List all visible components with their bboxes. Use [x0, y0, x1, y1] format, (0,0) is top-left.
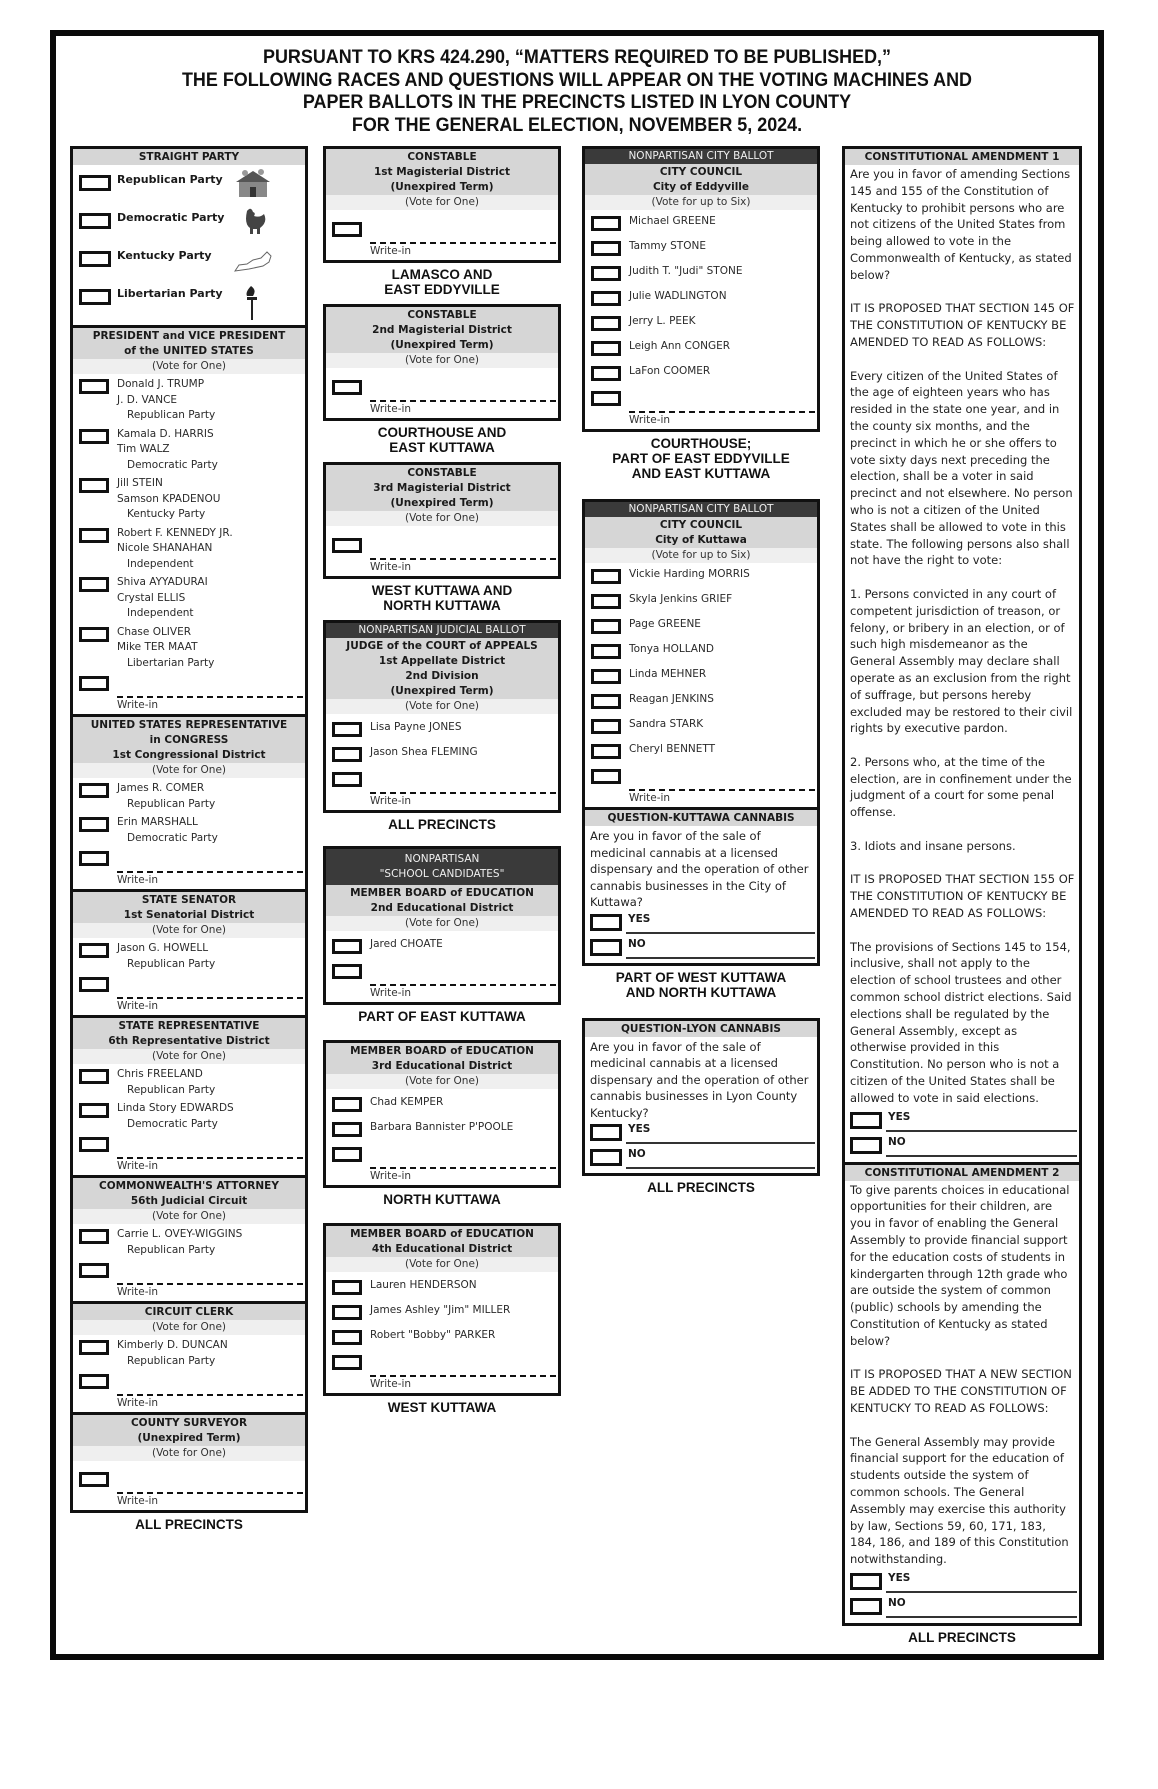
checkbox[interactable] [79, 1103, 109, 1118]
candidate-option[interactable]: Jared CHOATE [330, 937, 558, 959]
torch-icon [233, 281, 273, 321]
candidate-option[interactable]: Lisa Payne JONES [330, 720, 558, 742]
write-in-line[interactable] [370, 792, 556, 794]
write-in-line[interactable] [370, 242, 556, 244]
checkbox[interactable] [850, 1598, 882, 1615]
candidate-option[interactable]: Linda MEHNER [589, 667, 817, 689]
vote-instruction: (Vote for up to Six) [585, 548, 817, 563]
precinct-label: ALL PRECINCTS [647, 1180, 755, 1195]
candidate-option[interactable]: Vickie Harding MORRIS [589, 567, 817, 589]
candidate-option[interactable]: Chase OLIVER Mike TER MAAT Libertarian Party [77, 625, 305, 672]
precinct-label: LAMASCO AND EAST EDDYVILLE [384, 267, 500, 297]
checkbox[interactable] [590, 1124, 622, 1141]
race-county-surveyor [73, 1412, 305, 1510]
candidate-option[interactable]: Chad KEMPER [330, 1095, 558, 1117]
checkbox[interactable] [591, 391, 621, 406]
vote-instruction: (Vote for One) [73, 359, 305, 374]
checkbox[interactable] [79, 289, 111, 305]
checkbox[interactable] [332, 1097, 362, 1112]
question-lyon-cannabis [582, 1018, 820, 1177]
candidate-option[interactable]: Julie WADLINGTON [589, 289, 817, 311]
checkbox[interactable] [332, 1147, 362, 1162]
question-header: QUESTION-KUTTAWA CANNABIS [585, 810, 817, 826]
column-4 [842, 146, 1082, 1645]
no-option[interactable]: NO [590, 936, 817, 961]
amendment-header: CONSTITUTIONAL AMENDMENT 1 [845, 149, 1079, 165]
checkbox[interactable] [79, 943, 109, 958]
checkbox[interactable] [332, 939, 362, 954]
checkbox[interactable] [332, 222, 362, 237]
candidate-option[interactable]: Lauren HENDERSON [330, 1278, 558, 1300]
checkbox[interactable] [79, 817, 109, 832]
write-in-line[interactable] [117, 1283, 303, 1285]
write-in-option[interactable]: Write-in [77, 975, 305, 1015]
checkbox[interactable] [79, 1472, 109, 1487]
no-option[interactable]: NO [850, 1134, 1079, 1159]
race-city-council-eddyville [582, 146, 820, 432]
checkbox[interactable] [332, 538, 362, 553]
nonpartisan-banner: NONPARTISAN CITY BALLOT [585, 502, 817, 517]
write-in-option[interactable]: Write-in [77, 674, 305, 714]
race-header: CIRCUIT CLERK [73, 1304, 305, 1320]
question-text: Are you in favor of the sale of medicinal cannabis at a licensed dispensary and the operation of other cannabis businesses in the City of Kuttawa? [590, 829, 809, 909]
race-header: COUNTY SURVEYOR (Unexpired Term) [73, 1415, 305, 1446]
checkbox[interactable] [332, 722, 362, 737]
column-1 [70, 146, 308, 1532]
write-in-line[interactable] [370, 1375, 556, 1377]
checkbox[interactable] [79, 478, 109, 493]
log-cabin-icon [233, 167, 273, 201]
kentucky-outline-icon [233, 243, 273, 277]
vote-instruction: (Vote for One) [73, 1446, 305, 1461]
checkbox[interactable] [332, 1330, 362, 1345]
checkbox[interactable] [79, 627, 109, 642]
checkbox[interactable] [79, 1137, 109, 1152]
checkbox[interactable] [591, 341, 621, 356]
checkbox[interactable] [79, 1340, 109, 1355]
race-state-senator [73, 889, 305, 1015]
write-in-line[interactable] [117, 1157, 303, 1159]
candidate-option[interactable]: Chris FREELAND Republican Party [77, 1067, 305, 1098]
party-option-libertarian[interactable] [73, 281, 305, 319]
nonpartisan-banner: NONPARTISAN CITY BALLOT [585, 149, 817, 164]
race-president [73, 325, 305, 714]
amendment-2 [845, 1162, 1079, 1620]
checkbox[interactable] [590, 914, 622, 931]
candidate-option[interactable]: Linda Story EDWARDS Democratic Party [77, 1101, 305, 1132]
rooster-icon [233, 205, 273, 239]
nonpartisan-banner: NONPARTISAN "SCHOOL CANDIDATES" [326, 849, 558, 885]
checkbox[interactable] [79, 528, 109, 543]
precinct-label: COURTHOUSE; PART OF EAST EDDYVILLE AND EAST KUTTAWA [612, 436, 790, 481]
write-in-option[interactable]: Write-in [330, 378, 558, 418]
write-in-option[interactable]: Write-in [77, 849, 305, 889]
write-in-option[interactable]: Write-in [77, 1470, 305, 1510]
no-option[interactable]: NO [850, 1595, 1079, 1620]
party-option-kentucky[interactable] [73, 243, 305, 281]
candidate-option[interactable]: Tonya HOLLAND [589, 642, 817, 664]
column-3 [582, 146, 820, 1195]
candidate-option[interactable]: Carrie L. OVEY-WIGGINS Republican Party [77, 1227, 305, 1258]
checkbox[interactable] [591, 769, 621, 784]
vote-instruction: (Vote for One) [73, 1049, 305, 1064]
write-in-option[interactable]: Write-in [589, 767, 817, 807]
checkbox[interactable] [79, 1069, 109, 1084]
candidate-option[interactable]: Michael GREENE [589, 214, 817, 236]
vote-instruction: (Vote for up to Six) [585, 195, 817, 210]
candidate-option[interactable]: Leigh Ann CONGER [589, 339, 817, 361]
title-line-1: PURSUANT TO KRS 424.290, “MATTERS REQUIRED TO BE PUBLISHED,” [262, 46, 892, 68]
checkbox[interactable] [79, 577, 109, 592]
write-in-line[interactable] [370, 400, 556, 402]
checkbox[interactable] [332, 1355, 362, 1370]
checkbox[interactable] [79, 676, 109, 691]
candidate-option[interactable]: Jason Shea FLEMING [330, 745, 558, 767]
candidate-option[interactable]: Jill STEIN Samson KPADENOU Kentucky Party [77, 476, 305, 523]
write-in-line[interactable] [117, 1492, 303, 1494]
checkbox[interactable] [79, 213, 111, 229]
race-board-of-education-4 [323, 1223, 561, 1396]
write-in-line[interactable] [117, 997, 303, 999]
checkbox[interactable] [591, 241, 621, 256]
checkbox[interactable] [332, 1305, 362, 1320]
amendment-header: CONSTITUTIONAL AMENDMENT 2 [845, 1165, 1079, 1181]
amendment-text: Are you in favor of amending Sections 145 and 155 of the Constitution of Kentucky to prohibit persons who are not citizens of the United States from being allowed to vote in the Commonwealth of Kentucky, as stated below? IT IS PROPOSED THAT SECTION 145 OF THE CONSTITUTION OF KENTUCKY BE AMENDED TO READ AS FOLLOWS: Every citizen of the United States of the age of eighteen years who has resided in the state one year, and in the county six months, and the precinct in which he or she offers to vote sixty days next preceding the election, shall be a voter in said precinct and not elsewhere. No person who is not a citizen of the United States shall be allowed to vote in this state. The following persons also shall not have the right to vote: 1. Persons convicted in any court of competent jurisdiction of treason, or felony, or bribery in an election, or of such high misdemeanor as the General Assembly may declare shall operate as an exclusion from the right of suffrage, but persons hereby excluded may be restored to their civil rights by executive pardon. 2. Persons who, at the time of the election, are in confinement under the judgment of a court for some penal offense. 3. Idiots and insane persons. IT IS PROPOSED THAT SECTION 155 OF THE CONSTITUTION OF KENTUCKY BE AMENDED TO READ AS FOLLOWS: The provisions of Sections 145 to 154, inclusive, shall not apply to the election of school trustees and other common school district elections. Said elections shall be regulated by the General Assembly, except as otherwise provided in this Constitution. No person who is not a citizen of the United States shall be allowed to vote in said elections. [850, 167, 1075, 1105]
precinct-label: COURTHOUSE AND EAST KUTTAWA [377, 425, 507, 455]
race-circuit-clerk [73, 1301, 305, 1412]
checkbox[interactable] [332, 380, 362, 395]
candidate-option[interactable]: James R. COMER Republican Party [77, 781, 305, 812]
checkbox[interactable] [591, 216, 621, 231]
column-2 [323, 146, 561, 1415]
candidate-option[interactable]: Sandra STARK [589, 717, 817, 739]
race-board-of-education-3 [323, 1040, 561, 1188]
write-in-line[interactable] [117, 1394, 303, 1396]
race-us-representative [73, 714, 305, 889]
checkbox[interactable] [850, 1137, 882, 1154]
checkbox[interactable] [591, 694, 621, 709]
candidate-option[interactable]: Reagan JENKINS [589, 692, 817, 714]
race-header: CONSTABLE 2nd Magisterial District (Unexpired Term) [326, 307, 558, 353]
write-in-option[interactable]: Write-in [589, 389, 817, 429]
party-label: Democratic Party [117, 211, 225, 224]
checkbox[interactable] [332, 1122, 362, 1137]
vote-instruction: (Vote for One) [73, 923, 305, 938]
vote-instruction: (Vote for One) [73, 763, 305, 778]
checkbox[interactable] [332, 747, 362, 762]
race-straight-party [73, 149, 305, 325]
race-header: MEMBER BOARD of EDUCATION 3rd Educational District [326, 1043, 558, 1074]
candidate-option[interactable]: Judith T. "Judi" STONE [589, 264, 817, 286]
candidate-option[interactable]: Cheryl BENNETT [589, 742, 817, 764]
no-option[interactable]: NO [590, 1146, 817, 1171]
write-in-option[interactable]: Write-in [330, 1145, 558, 1185]
checkbox[interactable] [79, 977, 109, 992]
candidate-option[interactable]: Shiva AYYADURAI Crystal ELLIS Independent [77, 575, 305, 622]
checkbox[interactable] [591, 744, 621, 759]
checkbox[interactable] [79, 783, 109, 798]
checkbox[interactable] [79, 379, 109, 394]
race-header: COMMONWEALTH'S ATTORNEY 56th Judicial Circuit [73, 1178, 305, 1209]
write-in-option[interactable]: Write-in [77, 1135, 305, 1175]
vote-instruction: (Vote for One) [326, 699, 558, 714]
write-in-line[interactable] [370, 1167, 556, 1169]
checkbox[interactable] [850, 1112, 882, 1129]
checkbox[interactable] [590, 1149, 622, 1166]
write-in-option[interactable]: Write-in [330, 1353, 558, 1393]
race-header: CONSTABLE 1st Magisterial District (Unexpired Term) [326, 149, 558, 195]
candidate-option[interactable]: Jason G. HOWELL Republican Party [77, 941, 305, 972]
checkbox[interactable] [591, 669, 621, 684]
question-kuttawa-cannabis [585, 807, 817, 961]
vote-instruction: (Vote for One) [73, 1320, 305, 1335]
constitutional-amendments [842, 146, 1082, 1626]
party-label: Kentucky Party [117, 249, 212, 262]
write-in-option[interactable]: Write-in [77, 1261, 305, 1301]
vote-instruction: (Vote for One) [326, 511, 558, 526]
race-constable-3 [323, 462, 561, 579]
candidate-option[interactable]: Tammy STONE [589, 239, 817, 261]
candidate-option[interactable]: Page GREENE [589, 617, 817, 639]
write-in-option[interactable]: Write-in [330, 962, 558, 1002]
checkbox[interactable] [591, 316, 621, 331]
write-in-option[interactable]: Write-in [77, 1372, 305, 1412]
checkbox[interactable] [590, 939, 622, 956]
ballot-column-1 [70, 146, 308, 1513]
candidate-option[interactable]: Kamala D. HARRIS Tim WALZ Democratic Party [77, 427, 305, 474]
race-header: MEMBER BOARD of EDUCATION 2nd Educational District [326, 885, 558, 916]
race-header: CONSTABLE 3rd Magisterial District (Unexpired Term) [326, 465, 558, 511]
checkbox[interactable] [79, 175, 111, 191]
vote-instruction: (Vote for One) [326, 1257, 558, 1272]
race-constable-1 [323, 146, 561, 263]
race-header: STATE SENATOR 1st Senatorial District [73, 892, 305, 923]
checkbox[interactable] [591, 266, 621, 281]
checkbox[interactable] [591, 569, 621, 584]
checkbox[interactable] [591, 594, 621, 609]
candidate-option[interactable]: Donald J. TRUMP J. D. VANCE Republican Party [77, 377, 305, 424]
vote-instruction: (Vote for One) [326, 195, 558, 210]
amendment-1 [845, 149, 1079, 1159]
race-header: MEMBER BOARD of EDUCATION 4th Educational District [326, 1226, 558, 1257]
yes-option[interactable]: YES [850, 1109, 1079, 1134]
nonpartisan-banner: NONPARTISAN JUDICIAL BALLOT [326, 623, 558, 638]
write-in-option[interactable]: Write-in [330, 220, 558, 260]
race-board-of-education-2 [323, 846, 561, 1005]
candidate-option[interactable]: Jerry L. PEEK [589, 314, 817, 336]
title-line-3: PAPER BALLOTS IN THE PRECINCTS LISTED IN LYON COUNTY [302, 91, 852, 113]
party-option-democratic[interactable] [73, 205, 305, 243]
race-header: STRAIGHT PARTY [73, 149, 305, 165]
write-in-option[interactable]: Write-in [330, 536, 558, 576]
checkbox[interactable] [332, 1280, 362, 1295]
write-in-line[interactable] [370, 558, 556, 560]
race-commonwealth-attorney [73, 1175, 305, 1301]
candidate-option[interactable]: Kimberly D. DUNCAN Republican Party [77, 1338, 305, 1369]
checkbox[interactable] [591, 719, 621, 734]
race-header: JUDGE of the COURT of APPEALS 1st Appellate District 2nd Division (Unexpired Term) [326, 638, 558, 699]
race-state-representative [73, 1015, 305, 1175]
title-line-4: FOR THE GENERAL ELECTION, NOVEMBER 5, 2024. [351, 113, 803, 136]
checkbox[interactable] [850, 1573, 882, 1590]
candidate-option[interactable]: James Ashley "Jim" MILLER [330, 1303, 558, 1325]
precinct-label: ALL PRECINCTS [908, 1629, 1016, 1645]
party-option-republican[interactable] [73, 167, 305, 205]
race-header: CITY COUNCIL City of Eddyville [585, 164, 817, 195]
checkbox[interactable] [591, 366, 621, 381]
precinct-label: ALL PRECINCTS [388, 817, 496, 832]
race-judge-court-of-appeals [323, 620, 561, 813]
precinct-label: ALL PRECINCTS [135, 1517, 243, 1532]
precinct-label: PART OF EAST KUTTAWA [358, 1009, 526, 1024]
party-label: Republican Party [117, 173, 223, 186]
checkbox[interactable] [591, 644, 621, 659]
candidate-option[interactable]: LaFon COOMER [589, 364, 817, 386]
precinct-label: WEST KUTTAWA [387, 1400, 497, 1415]
checkbox[interactable] [79, 1263, 109, 1278]
race-constable-2 [323, 304, 561, 421]
yes-option[interactable]: YES [590, 1121, 817, 1146]
candidate-option[interactable]: Skyla Jenkins GRIEF [589, 592, 817, 614]
question-text: Are you in favor of the sale of medicinal cannabis at a licensed dispensary and the operation of other cannabis businesses in Lyon County Kentucky? [590, 1039, 809, 1120]
checkbox[interactable] [332, 964, 362, 979]
amendment-text: To give parents choices in educational opportunities for their children, are you in favor of enabling the General Assembly to provide financial support for the education costs of students in kindergarten through 12th grade who are outside the system of common (public) schools by amending the Constitution of Kentucky as stated below? IT IS PROPOSED THAT A NEW SECTION BE ADDED TO THE CONSTITUTION OF KENTUCKY TO READ AS FOLLOWS: The General Assembly may provide financial support for the education of students outside the system of common schools. The General Assembly may exercise this authority by law, Sections 59, 60, 171, 183, 184, 186, and 189 of this Constitution notwithstanding. [850, 1182, 1072, 1567]
race-header: PRESIDENT and VICE PRESIDENT of the UNITED STATES [73, 328, 305, 359]
candidate-option[interactable]: Robert F. KENNEDY JR. Nicole SHANAHAN Independent [77, 526, 305, 573]
yes-option[interactable]: YES [590, 911, 817, 936]
checkbox[interactable] [332, 772, 362, 787]
vote-instruction: (Vote for One) [326, 1074, 558, 1089]
write-in-line[interactable] [629, 789, 815, 791]
vote-instruction: (Vote for One) [73, 1209, 305, 1224]
yes-option[interactable]: YES [850, 1570, 1079, 1595]
vote-instruction: (Vote for One) [326, 353, 558, 368]
write-in-line[interactable] [117, 871, 303, 873]
candidate-option[interactable]: Robert "Bobby" PARKER [330, 1328, 558, 1350]
write-in-option[interactable]: Write-in [330, 770, 558, 810]
write-in-line[interactable] [370, 984, 556, 986]
precinct-label: NORTH KUTTAWA [383, 1192, 501, 1207]
write-in-line[interactable] [629, 411, 815, 413]
checkbox[interactable] [79, 429, 109, 444]
precinct-label: PART OF WEST KUTTAWA AND NORTH KUTTAWA [615, 969, 787, 1000]
race-header: UNITED STATES REPRESENTATIVE in CONGRESS 1st Congressional District [73, 717, 305, 763]
checkbox[interactable] [591, 619, 621, 634]
race-header: STATE REPRESENTATIVE 6th Representative District [73, 1018, 305, 1049]
checkbox[interactable] [591, 291, 621, 306]
race-header: CITY COUNCIL City of Kuttawa [585, 517, 817, 548]
question-header: QUESTION-LYON CANNABIS [585, 1021, 817, 1037]
write-in-line[interactable] [117, 696, 303, 698]
checkbox[interactable] [79, 251, 111, 267]
checkbox[interactable] [79, 1229, 109, 1244]
candidate-option[interactable]: Barbara Bannister P'POOLE [330, 1120, 558, 1142]
party-label: Libertarian Party [117, 287, 223, 300]
race-city-council-kuttawa [582, 499, 820, 966]
page-title [98, 46, 1057, 136]
checkbox[interactable] [79, 1374, 109, 1389]
precinct-label: WEST KUTTAWA AND NORTH KUTTAWA [371, 583, 513, 613]
candidate-option[interactable]: Erin MARSHALL Democratic Party [77, 815, 305, 846]
vote-instruction: (Vote for One) [326, 916, 558, 931]
title-line-2: THE FOLLOWING RACES AND QUESTIONS WILL APPEAR ON THE VOTING MACHINES AND [181, 68, 973, 91]
checkbox[interactable] [79, 851, 109, 866]
